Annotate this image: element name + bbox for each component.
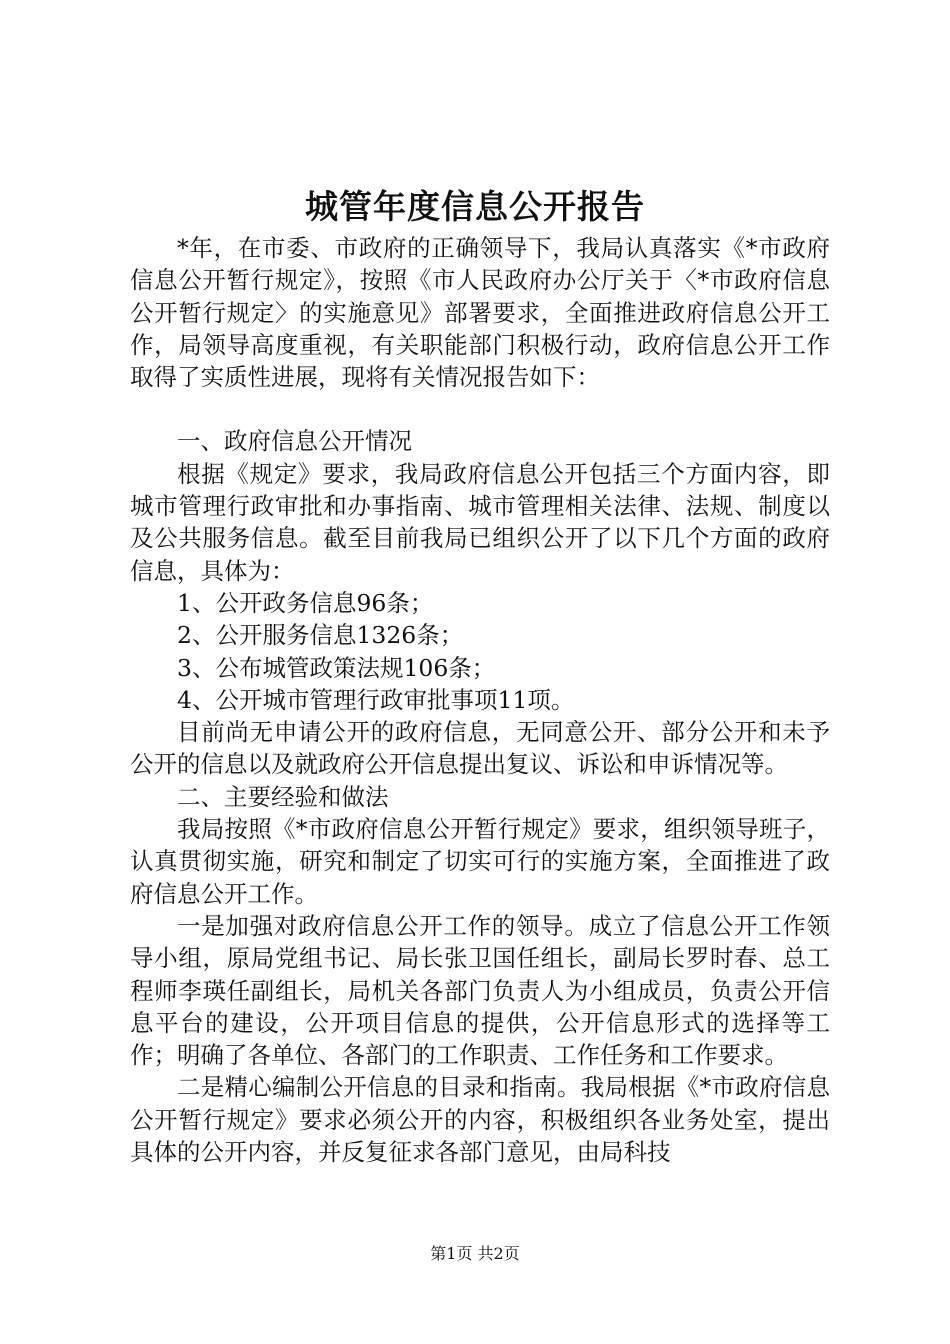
section-1-heading: 一、政府信息公开情况: [177, 427, 412, 456]
point-1-paragraph: 一是加强对政府信息公开工作的领导。成立了信息公开工作领导小组，原局党组书记、局长张卫国任组长，副局长罗时春、总工程师李瑛任副组长，局机关各部门负责人为小组成员，负责公开信息平台的建设，公开项目信息的提供，公开信息形式的选择等工作；明确了各单位、各部门的工作职责、工作任务和工作要求。: [130, 911, 830, 1070]
paragraph-gap: [130, 393, 830, 425]
section-2-paragraph: 我局按照《*市政府信息公开暂行规定》要求，组织领导班子，认真贯彻实施，研究和制定了切实可行的实施方案，全面推进了政府信息公开工作。: [130, 815, 830, 908]
document-title: 城管年度信息公开报告: [305, 187, 645, 226]
document-body: [130, 232, 830, 1168]
section-1-note: 目前尚无申请公开的政府信息，无同意公开、部分公开和未予公开的信息以及就政府公开信息提出复议、诉讼和申诉情况等。: [130, 718, 830, 779]
page-footer: 第1页 共2页: [430, 1244, 520, 1263]
section-2-heading: 二、主要经验和做法: [177, 782, 389, 811]
intro-paragraph: *年，在市委、市政府的正确领导下，我局认真落实《*市政府信息公开暂行规定》，按照《市人民政府办公厅关于〈*市政府信息公开暂行规定〉的实施意见》部署要求，全面推进政府信息公开工作，局领导高度重视，有关职能部门积极行动，政府信息公开工作取得了实质性进展，现将有关情况报告如下：: [130, 234, 830, 392]
section-1-paragraph: 根据《规定》要求，我局政府信息公开包括三个方面内容，即城市管理行政审批和办事指南、城市管理相关法律、法规、制度以及公共服务信息。截至目前我局已组织公开了以下几个方面的政府信息，具体为：: [130, 459, 830, 585]
list-item-2: 2、公开服务信息1326条；: [177, 621, 464, 650]
list-item-3: 3、公布城管政策法规106条；: [177, 653, 496, 682]
point-2-paragraph: 二是精心编制公开信息的目录和指南。我局根据《*市政府信息公开暂行规定》要求必须公开的内容，积极组织各业务处室，提出具体的公开内容，并反复征求各部门意见，由局科技: [130, 1073, 830, 1167]
list-item-1: 1、公开政务信息96条；: [177, 588, 434, 617]
list-item-4: 4、公开城市管理行政审批事项11项。: [177, 685, 575, 714]
